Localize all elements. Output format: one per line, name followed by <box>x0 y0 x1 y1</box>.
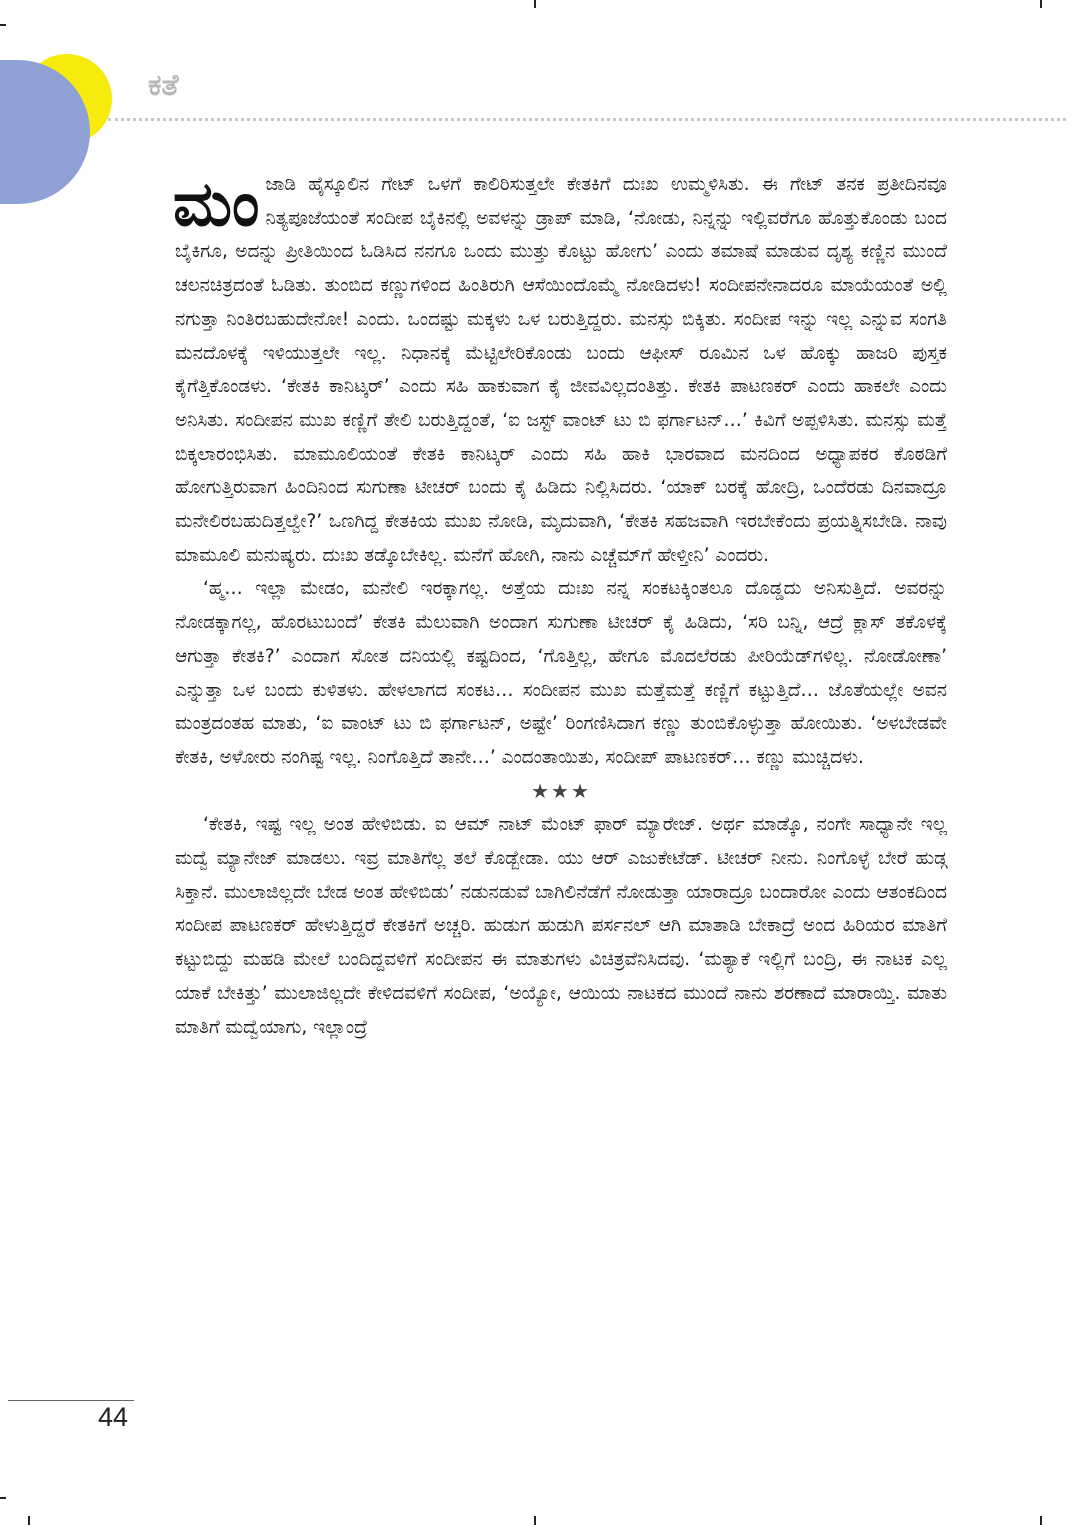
article-body <box>175 168 947 1044</box>
page-number: 44 <box>98 1402 129 1432</box>
dotted-divider <box>108 118 1066 121</box>
paragraph-3: ‘ಕೇತಕಿ, ಇಷ್ಟ ಇಲ್ಲ ಅಂತ ಹೇಳಿಬಿಡು. ಐ ಆಮ್ ನಾಟ್ ಮೆಂಟ್ ಫಾರ್ ಮ್ಯಾರೇಜ್. ಅರ್ಥ ಮಾಡ್ಕೊ, ನಂಗೇ ಸಾಧ್ಯಾನೇ ಇಲ್ಲ ಮದ್ವೆ ಮ್ಯಾನೇಜ್ ಮಾಡಲು. ಇವ್ರ ಮಾತಿಗೆಲ್ಲ ತಲೆ ಕೊಡ್ಬೇಡಾ. ಯು ಆರ್ ಎಜುಕೇಟೆಡ್. ಟೀಚರ್ ನೀನು. ನಿಂಗೊಳ್ಳೆ ಬೇರೆ ಹುಡ್ಗ ಸಿಕ್ತಾನೆ. ಮುಲಾಜಿಲ್ಲದೇ ಬೇಡ ಅಂತ ಹೇಳಿಬಿಡು’ ನಡುನಡುವೆ ಬಾಗಿಲಿನೆಡೆಗೆ ನೋಡುತ್ತಾ ಯಾರಾದ್ರೂ ಬಂದಾರೋ ಎಂದು ಆತಂಕದಿಂದ ಸಂದೀಪ ಪಾಟಣಕರ್ ಹೇಳುತ್ತಿದ್ದರೆ ಕೇತಕಿಗೆ ಅಚ್ಚರಿ. ಹುಡುಗ ಹುಡುಗಿ ಪರ್ಸನಲ್ ಆಗಿ ಮಾತಾಡಿ ಬೇಕಾದ್ರೆ ಅಂದ ಹಿರಿಯರ ಮಾತಿಗೆ ಕಟ್ಟುಬಿದ್ದು ಮಹಡಿ ಮೇಲೆ ಬಂದಿದ್ದವಳಿಗೆ ಸಂದೀಪನ ಈ ಮಾತುಗಳು ವಿಚಿತ್ರವೆನಿಸಿದವು. ‘ಮತ್ಯಾಕೆ ಇಲ್ಲಿಗೆ ಬಂದ್ರಿ, ಈ ನಾಟಕ ಎಲ್ಲ ಯಾಕೆ ಬೇಕಿತ್ತು’ ಮುಲಾಜಿಲ್ಲದೇ ಕೇಳಿದವಳಿಗೆ ಸಂದೀಪ, ‘ಅಯ್ಯೋ, ಆಯಿಯ ನಾಟಕದ ಮುಂದೆ ನಾನು ಶರಣಾದೆ ಮಾರಾಯ್ತಿ. ಮಾತು ಮಾತಿಗೆ ಮದ್ವೆಯಾಗು, ಇಲ್ಲಾಂದ್ರೆ <box>175 814 947 1038</box>
drop-cap: ಮಂ <box>173 167 260 240</box>
crop-mark-bottom-left-vertical <box>28 1516 30 1525</box>
crop-mark-top-left <box>0 24 6 26</box>
crop-mark-top-right <box>1040 0 1042 8</box>
section-label: ಕತೆ <box>148 68 179 103</box>
paragraph-1 <box>175 168 947 572</box>
paragraph-1-text: ಜಾಡಿ ಹೈಸ್ಕೂಲಿನ ಗೇಟ್ ಒಳಗೆ ಕಾಲಿರಿಸುತ್ತಲೇ ಕೇತಕಿಗೆ ದುಃಖ ಉಮ್ಮಳಿಸಿತು. ಈ ಗೇಟ್ ತನಕ ಪ್ರತೀದಿನವೂ ನಿತ್ಯಪೂಜೆಯಂತೆ ಸಂದೀಪ ಬೈಕಿನಲ್ಲಿ ಅವಳನ್ನು ಡ್ರಾಪ್ ಮಾಡಿ, ‘ನೋಡು, ನಿನ್ನನ್ನು ಇಲ್ಲಿವರೆಗೂ ಹೊತ್ತುಕೊಂಡು ಬಂದ ಬೈಕಿಗೂ, ಅದನ್ನು ಪ್ರೀತಿಯಿಂದ ಓಡಿಸಿದ ನನಗೂ ಒಂದು ಮುತ್ತು ಕೊಟ್ಟು ಹೋಗು’ ಎಂದು ತಮಾಷೆ ಮಾಡುವ ದೃಶ್ಯ ಕಣ್ಣಿನ ಮುಂದೆ ಚಲನಚಿತ್ರದಂತೆ ಓಡಿತು. ತುಂಬಿದ ಕಣ್ಣುಗಳಿಂದ ಹಿಂತಿರುಗಿ ಆಸೆಯಿಂದೊಮ್ಮೆ ನೋಡಿದಳು! ಸಂದೀಪನೇನಾದರೂ ಮಾಯೆಯಂತೆ ಅಲ್ಲಿ ನಗುತ್ತಾ ನಿಂತಿರಬಹುದೇನೋ! ಎಂದು. ಒಂದಷ್ಟು ಮಕ್ಕಳು ಒಳ ಬರುತ್ತಿದ್ದರು. ಮನಸ್ಸು ಬಿಕ್ಕಿತು. ಸಂದೀಪ ಇನ್ನು ಇಲ್ಲ ಎನ್ನುವ ಸಂಗತಿ ಮನದೊಳಕ್ಕೆ ಇಳಿಯುತ್ತಲೇ ಇಲ್ಲ. ನಿಧಾನಕ್ಕೆ ಮೆಟ್ಟಿಲೇರಿಕೊಂಡು ಬಂದು ಆಫೀಸ್ ರೂಮಿನ ಒಳ ಹೊಕ್ಕು ಹಾಜರಿ ಪುಸ್ತಕ ಕೈಗೆತ್ತಿಕೊಂಡಳು. ‘ಕೇತಕಿ ಕಾನಿಟ್ಕರ್’ ಎಂದು ಸಹಿ ಹಾಕುವಾಗ ಕೈ ಜೀವವಿಲ್ಲದಂತಿತ್ತು. ಕೇತಕಿ ಪಾಟಣಕರ್ ಎಂದು ಹಾಕಲೇ ಎಂದು ಅನಿಸಿತು. ಸಂದೀಪನ ಮುಖ ಕಣ್ಣಿಗೆ ತೇಲಿ ಬರುತ್ತಿದ್ದಂತೆ, ‘ಐ ಜಸ್ಟ್ ವಾಂಟ್ ಟು ಬಿ ಫರ್ಗಾಟನ್…’ ಕಿವಿಗೆ ಅಪ್ಪಳಿಸಿತು. ಮನಸ್ಸು ಮತ್ತೆ ಬಿಕ್ಕಲಾರಂಭಿಸಿತು. ಮಾಮೂಲಿಯಂತೆ ಕೇತಕಿ ಕಾನಿಟ್ಕರ್ ಎಂದು ಸಹಿ ಹಾಕಿ ಭಾರವಾದ ಮನದಿಂದ ಅಧ್ಯಾಪಕರ ಕೊಠಡಿಗೆ ಹೋಗುತ್ತಿರುವಾಗ ಹಿಂದಿನಿಂದ ಸುಗುಣಾ ಟೀಚರ್ ಬಂದು ಕೈ ಹಿಡಿದು ನಿಲ್ಲಿಸಿದರು. ‘ಯಾಕ್ ಬರಕ್ಕೆ ಹೋದ್ರಿ, ಒಂದೆರಡು ದಿನವಾದ್ರೂ ಮನೇಲಿರಬಹುದಿತ್ತಲ್ವೇ?’ ಒಣಗಿದ್ದ ಕೇತಕಿಯ ಮುಖ ನೋಡಿ, ಮೃದುವಾಗಿ, ‘ಕೇತಕಿ ಸಹಜವಾಗಿ ಇರಬೇಕೆಂದು ಪ್ರಯತ್ನಿಸಬೇಡಿ. ನಾವು ಮಾಮೂಲಿ ಮನುಷ್ಯರು. ದುಃಖ ತಡ್ಕೊಬೇಕಿಲ್ಲ. ಮನೆಗೆ ಹೋಗಿ, ನಾನು ಎಚ್ಚೆಮ್‌ಗೆ ಹೇಳ್ತೀನಿ’ ಎಂದರು. <box>175 174 947 566</box>
crop-mark-bottom-left <box>0 1497 6 1499</box>
crop-mark-bottom-center <box>534 1516 536 1525</box>
crop-mark-top-center <box>534 0 536 8</box>
paragraph-2: ‘ಹ್ಮ… ಇಲ್ಲಾ ಮೇಡಂ, ಮನೇಲಿ ಇರಕ್ಕಾಗಲ್ಲ. ಅತ್ತೆಯ ದುಃಖ ನನ್ನ ಸಂಕಟಕ್ಕಿಂತಲೂ ದೊಡ್ಡದು ಅನಿಸುತ್ತಿದೆ. ಅವರನ್ನು ನೋಡಕ್ಕಾಗಲ್ಲ, ಹೊರಟುಬಂದೆ’ ಕೇತಕಿ ಮೆಲುವಾಗಿ ಅಂದಾಗ ಸುಗುಣಾ ಟೀಚರ್ ಕೈ ಹಿಡಿದು, ‘ಸರಿ ಬನ್ನಿ, ಆದ್ರೆ ಕ್ಲಾಸ್ ತಕೊಳಕ್ಕೆ ಆಗುತ್ತಾ ಕೇತಕಿ?’ ಎಂದಾಗ ಸೋತ ದನಿಯಲ್ಲಿ ಕಷ್ಟದಿಂದ, ‘ಗೊತ್ತಿಲ್ಲ, ಹೇಗೂ ಮೊದಲೆರಡು ಪೀರಿಯೆಡ್‌ಗಳಿಲ್ಲ. ನೋಡೋಣಾ’ ಎನ್ನುತ್ತಾ ಒಳ ಬಂದು ಕುಳಿತಳು. ಹೇಳಲಾಗದ ಸಂಕಟ… ಸಂದೀಪನ ಮುಖ ಮತ್ತೆಮತ್ತೆ ಕಣ್ಣಿಗೆ ಕಟ್ಟುತ್ತಿದೆ… ಜೊತೆಯಲ್ಲೇ ಅವನ ಮಂತ್ರದಂತಹ ಮಾತು, ‘ಐ ವಾಂಟ್ ಟು ಬಿ ಫರ್ಗಾಟನ್, ಅಷ್ಟೇ’ ರಿಂಗಣಿಸಿದಾಗ ಕಣ್ಣು ತುಂಬಿಕೊಳ್ಳುತ್ತಾ ಹೋಯಿತು. ‘ಅಳಬೇಡವೇ ಕೇತಕಿ, ಅಳೋರು ನಂಗಿಷ್ಟ ಇಲ್ಲ. ನಿಂಗೊತ್ತಿದೆ ತಾನೇ…’ ಎಂದಂತಾಯಿತು, ಸಂದೀಪ್ ಪಾಟಣಕರ್… ಕಣ್ಣು ಮುಚ್ಚಿದಳು. <box>175 578 947 768</box>
crop-mark-bottom-right <box>1040 1516 1042 1525</box>
section-separator: ★★★ <box>531 778 591 803</box>
